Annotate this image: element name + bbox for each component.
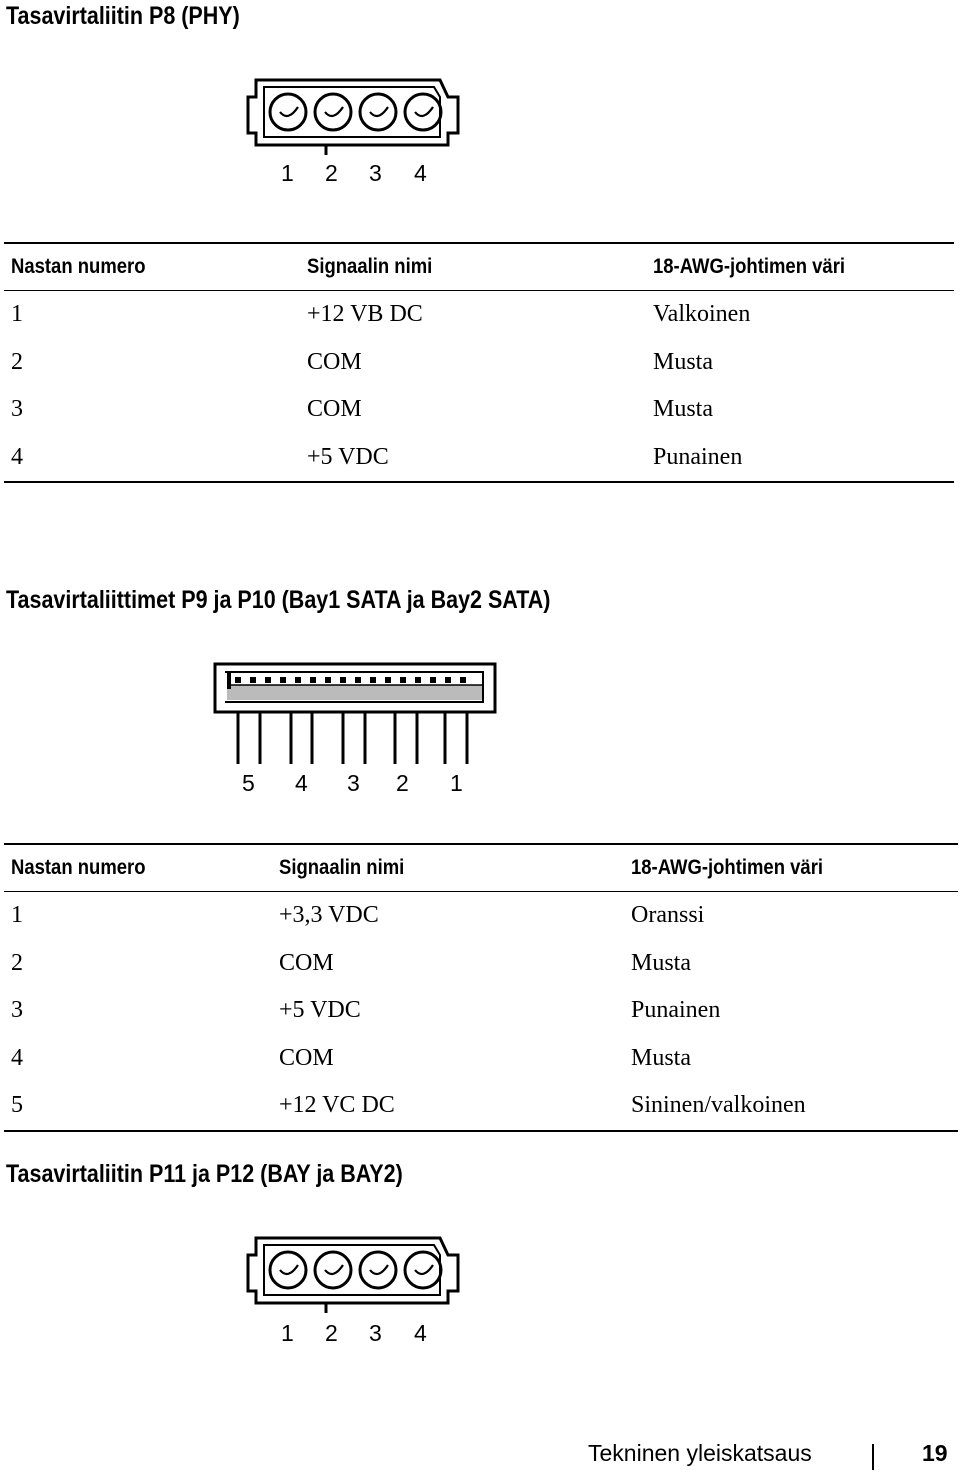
table-cell: 1: [11, 902, 23, 929]
table-row: [4, 386, 954, 434]
table-row: [4, 1035, 958, 1083]
section-title-p11-p12: Tasavirtaliitin P11 ja P12 (BAY ja BAY2): [6, 1160, 403, 1188]
pin-label: 1: [450, 770, 463, 796]
table-header-row: [4, 844, 958, 892]
section-title-p9-p10: Tasavirtaliittimet P9 ja P10 (Bay1 SATA ja Bay2 SATA): [6, 586, 551, 614]
table-cell: +3,3 VDC: [279, 902, 379, 929]
table-row: [4, 940, 958, 988]
pin-label: 2: [325, 160, 338, 186]
footer-section-name: Tekninen yleiskatsaus: [588, 1440, 812, 1466]
table-header-row: [4, 243, 954, 291]
table-cell: Musta: [653, 348, 713, 375]
table-cell: Valkoinen: [653, 301, 751, 328]
footer-divider: [872, 1444, 874, 1470]
table-cell: Punainen: [631, 997, 721, 1024]
pin-label: 4: [414, 160, 427, 186]
table-cell: COM: [307, 396, 362, 423]
molex-connector-p8-diagram: [240, 75, 470, 160]
column-header: 18-AWG-johtimen väri: [646, 243, 954, 291]
table-cell: Musta: [653, 396, 713, 423]
table-row: [4, 987, 958, 1035]
table-cell: 2: [11, 949, 23, 976]
table-cell: +5 VDC: [279, 997, 361, 1024]
sata-power-connector-diagram: [205, 658, 505, 768]
table-cell: Sininen/valkoinen: [631, 1092, 806, 1119]
column-header: Nastan numero: [4, 243, 300, 291]
page-number: 19: [922, 1440, 948, 1466]
pin-label: 3: [369, 160, 382, 186]
column-header: Signaalin nimi: [272, 844, 624, 892]
column-header: Nastan numero: [4, 844, 272, 892]
molex-connector-p11-p12-diagram: [240, 1233, 470, 1318]
table-cell: COM: [307, 348, 362, 375]
pin-labels-p8: [0, 160, 960, 188]
table-cell: 4: [11, 1044, 23, 1071]
column-header: Signaalin nimi: [300, 243, 646, 291]
pin-labels-p9-p10: [0, 770, 960, 798]
pin-label: 5: [242, 770, 255, 796]
pin-label: 2: [325, 1320, 338, 1346]
table-row: [4, 291, 954, 339]
table-cell: +12 VC DC: [279, 1092, 395, 1119]
table-cell: 1: [11, 301, 23, 328]
table-cell: COM: [279, 1044, 334, 1071]
table-cell: 4: [11, 443, 23, 470]
pin-label: 2: [396, 770, 409, 796]
pin-label: 1: [281, 160, 294, 186]
column-header: 18-AWG-johtimen väri: [624, 844, 958, 892]
table-cell: +12 VB DC: [307, 301, 423, 328]
table-row: [4, 434, 954, 483]
table-cell: Musta: [631, 1044, 691, 1071]
table-cell: Punainen: [653, 443, 743, 470]
pin-table-p9-p10: [4, 843, 958, 1132]
table-cell: +5 VDC: [307, 443, 389, 470]
table-row: [4, 1082, 958, 1131]
table-cell: Musta: [631, 949, 691, 976]
table-cell: Oranssi: [631, 902, 705, 929]
table-row: [4, 339, 954, 387]
pin-label: 3: [369, 1320, 382, 1346]
table-cell: 5: [11, 1092, 23, 1119]
pin-label: 4: [414, 1320, 427, 1346]
pin-table-p8: [4, 242, 954, 483]
table-cell: 3: [11, 997, 23, 1024]
pin-labels-p11-p12: [0, 1320, 960, 1348]
table-cell: 3: [11, 396, 23, 423]
pin-label: 1: [281, 1320, 294, 1346]
table-cell: COM: [279, 949, 334, 976]
table-cell: 2: [11, 348, 23, 375]
pin-label: 4: [295, 770, 308, 796]
pin-label: 3: [347, 770, 360, 796]
table-row: [4, 892, 958, 940]
section-title-p8: Tasavirtaliitin P8 (PHY): [6, 2, 240, 30]
